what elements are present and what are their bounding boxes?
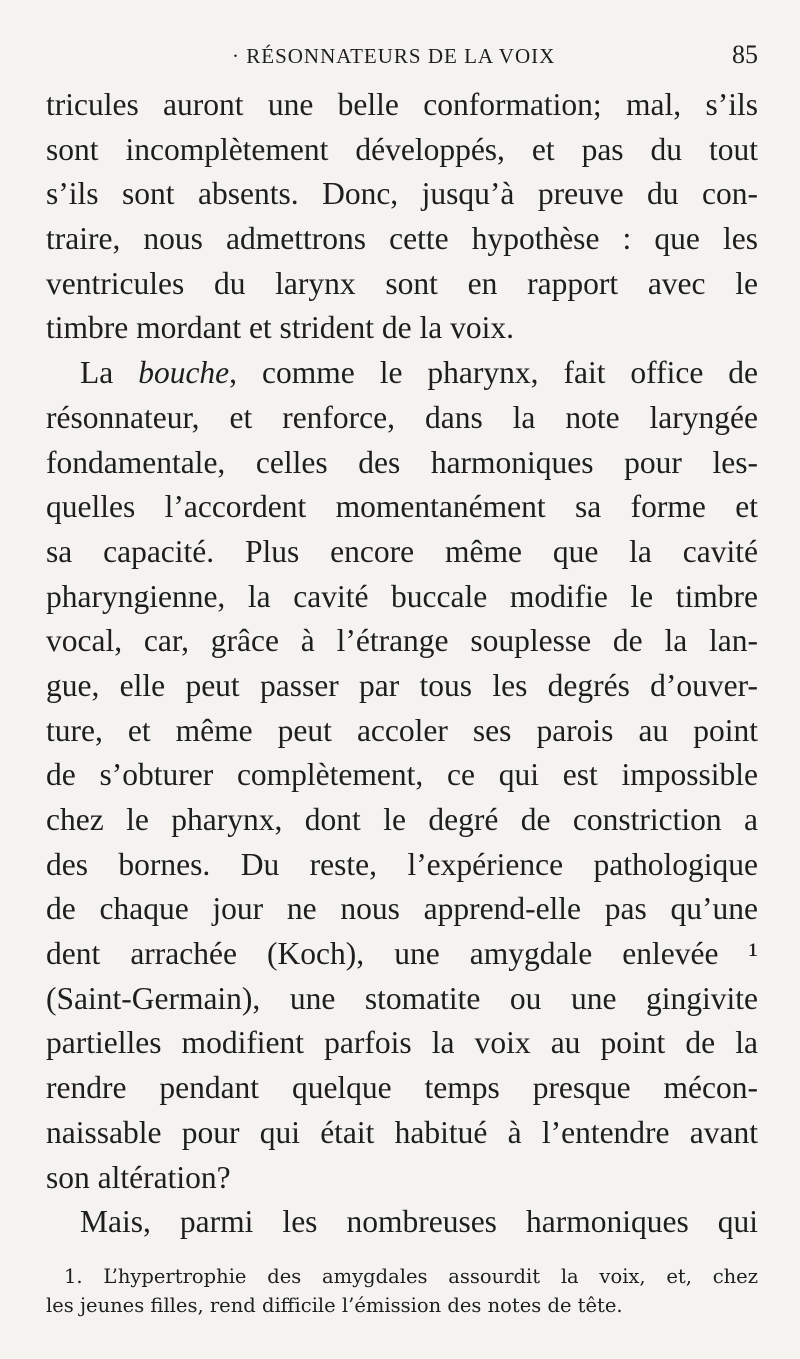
text-line: de chaque jour ne nous apprend-elle pas qu’une <box>46 891 758 927</box>
text-line: traire, nous admettrons cette hypothèse : que les <box>46 221 758 257</box>
text-line: de s’obturer complètement, ce qui est impossible <box>46 757 758 793</box>
text-line: gue, elle peut passer par tous les degrés d’ouver- <box>46 667 758 703</box>
text-line: ture, et même peut accoler ses parois au point <box>46 712 758 748</box>
text-line: partielles modifient parfois la voix au point de la <box>46 1025 758 1061</box>
text-line: Mais, parmi les nombreuses harmoniques qui <box>80 1204 758 1240</box>
text-line: vocal, car, grâce à l’étrange souplesse de la lan- <box>46 623 758 659</box>
text-line: des bornes. Du reste, l’expérience pathologique <box>46 846 758 882</box>
text-line: son altération? <box>46 1159 231 1195</box>
text-line: résonnateur, et renforce, dans la note laryngée <box>46 399 758 435</box>
text-line: chez le pharynx, dont le degré de constriction a <box>46 802 758 837</box>
footnote-line: les jeunes filles, rend difficile l’émission des notes de tête. <box>46 1294 623 1317</box>
text-line: naissable pour qui était habitué à l’entendre avant <box>46 1114 758 1150</box>
body-text <box>46 83 758 1245</box>
text-line: ventricules du larynx sont en rapport avec le <box>46 265 758 301</box>
text-line: rendre pendant quelque temps presque mécon- <box>46 1070 758 1106</box>
text-line: tricules auront une belle conformation; mal, s’ils <box>46 87 758 122</box>
footnote-line: 1. L’hypertrophie des amygdales assourdit la voix, et, chez <box>64 1265 758 1288</box>
text-line: pharyngienne, la cavité buccale modifie le timbre <box>46 578 758 614</box>
text-line: (Saint-Germain), une stomatite ou une gingivite <box>46 980 758 1016</box>
text-line: sont incomplètement développés, et pas du tout <box>46 131 758 167</box>
footnote <box>46 1262 758 1320</box>
text-line: sa capacité. Plus encore même que la cavité <box>46 533 758 569</box>
page-header <box>46 38 758 74</box>
text-line: La bouche, comme le pharynx, fait office de <box>80 355 758 391</box>
text-line: timbre mordant et strident de la voix. <box>46 310 515 346</box>
text-line: dent arrachée (Koch), une amygdale enlevée ¹ <box>46 936 758 972</box>
running-head: · RÉSONNATEURS DE LA VOIX <box>232 44 556 68</box>
text-line: s’ils sont absents. Donc, jusqu’à preuve du con- <box>46 176 758 212</box>
page-number: 85 <box>732 40 758 69</box>
text-line: quelles l’accordent momentanément sa forme et <box>46 489 758 525</box>
text-line: fondamentale, celles des harmoniques pour les- <box>46 444 758 480</box>
